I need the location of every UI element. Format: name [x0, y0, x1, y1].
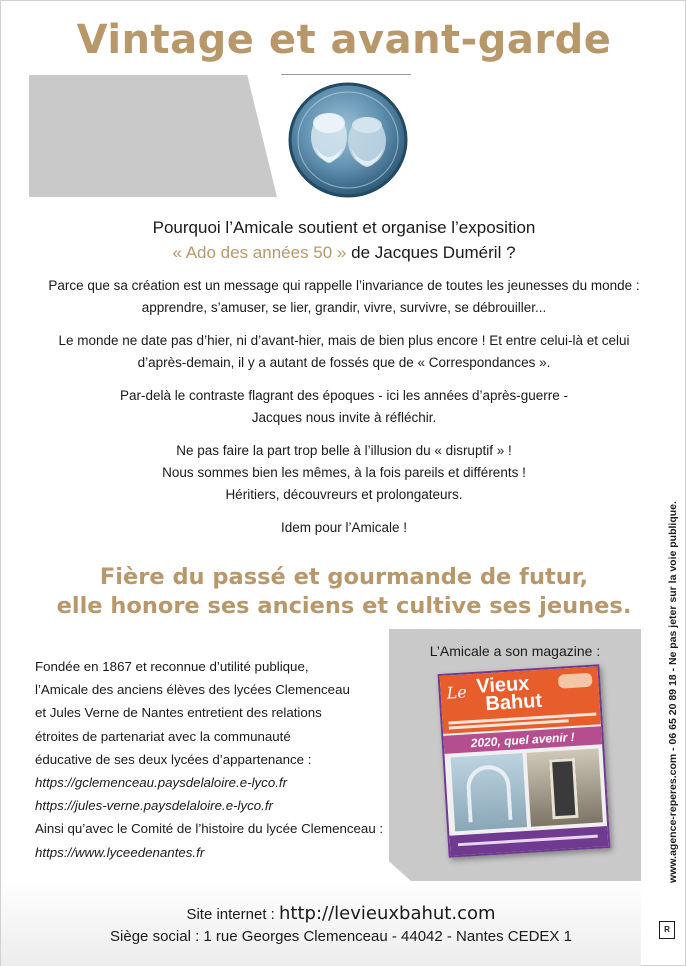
paragraph-line: Par-delà le contraste flagrant des époques - ici les années d’après-guerre - — [120, 388, 568, 403]
about-amicale — [35, 655, 385, 864]
cover-photo-corridor — [527, 748, 603, 826]
medal-portraits-icon — [287, 81, 409, 199]
cover-photo-arch — [451, 753, 527, 831]
link-lycee-de-nantes[interactable]: https://www.lyceedenantes.fr — [35, 844, 205, 860]
about-line: étroites de partenariat avec la communauté — [35, 728, 291, 744]
cover-title-bahut: Bahut — [484, 689, 543, 716]
footer — [1, 903, 681, 948]
about-line: éducative de ses deux lycées d’appartenance : — [35, 751, 312, 767]
slogan-line-1: Fière du passé et gourmande de futur, — [99, 564, 589, 590]
paragraph-3 — [21, 385, 667, 429]
paragraph-line: Héritiers, découvreurs et prolongateurs. — [225, 487, 463, 502]
paragraph-line: Ne pas faire la part trop belle à l’illusion du « disruptif » ! — [176, 443, 512, 458]
slogan — [1, 563, 686, 621]
cover-title-vieux: Vieux — [475, 672, 530, 698]
exhibition-question — [1, 215, 686, 265]
paragraph-line: Jacques nous invite à réfléchir. — [251, 410, 437, 425]
site-label: Site internet : — [186, 906, 280, 923]
question-line-2 — [1, 240, 686, 265]
cover-faces-icon — [558, 673, 593, 689]
paragraph-2 — [21, 330, 667, 374]
footer-site — [1, 903, 681, 926]
paragraph-1 — [21, 275, 667, 319]
magazine-cover[interactable] — [438, 664, 611, 858]
about-line: et Jules Verne de Nantes entretient des relations — [35, 705, 322, 721]
cover-banner: 2020, quel avenir ! — [443, 726, 602, 754]
paragraph-line: Nous sommes bien les mêmes, à la fois pareils et différents ! — [162, 465, 526, 480]
divider-rule — [281, 74, 411, 75]
paragraph-line: d’après-demain, il y a autant de fossés que de « Correspondances ». — [137, 355, 551, 370]
vertical-credit — [665, 461, 681, 927]
site-url-link[interactable]: http://levieuxbahut.com — [279, 903, 496, 924]
paragraph-4 — [21, 440, 667, 506]
page-title: Vintage et avant-garde — [76, 17, 612, 63]
about-line: Ainsi qu’avec le Comité de l’histoire du lycée Clemenceau : — [35, 821, 384, 837]
exhibition-name: « Ado des années 50 » — [172, 243, 347, 262]
link-clemenceau[interactable]: https://gclemenceau.paysdelaloire.e-lyco.fr — [35, 775, 288, 791]
paragraph-line: Idem pour l’Amicale ! — [280, 520, 408, 535]
link-jules-verne[interactable]: https://jules-verne.paysdelaloire.e-lyco.fr — [35, 798, 273, 814]
slogan-line-2: elle honore ses anciens et cultive ses jeunes. — [56, 593, 632, 619]
paragraph-line: Le monde ne date pas d’hier, ni d’avant-hier, mais de bien plus encore ! Et entre celui-là et celui — [58, 333, 630, 348]
magazine-caption: L’Amicale a son magazine : — [429, 643, 601, 659]
paragraph-line: Parce que sa création est un message qui rappelle l’invariance de toutes les jeunesses du monde : — [48, 278, 640, 293]
about-line: l’Amicale des anciens élèves des lycées Clemenceau — [35, 682, 350, 698]
footer-address: Siège social : 1 rue Georges Clemenceau - 44042 - Nantes CEDEX 1 — [110, 928, 572, 945]
cover-title-le: Le — [446, 682, 468, 703]
reperes-logo-icon: R — [659, 921, 675, 939]
decorative-gray-band — [29, 75, 277, 197]
question-line-1: Pourquoi l’Amicale soutient et organise l’exposition — [152, 218, 536, 237]
paragraph-5 — [21, 517, 667, 539]
about-line: Fondée en 1867 et reconnue d’utilité publique, — [35, 659, 309, 674]
paragraph-line: apprendre, s’amuser, se lier, grandir, vivre, survivre, se débrouiller... — [141, 300, 547, 315]
question-line-2-rest: de Jacques Duméril ? — [346, 243, 516, 262]
vertical-credit-text: www.agence-reperes.com - 06 65 20 89 18 - Ne pas jeter sur la voie publique. — [667, 501, 679, 883]
